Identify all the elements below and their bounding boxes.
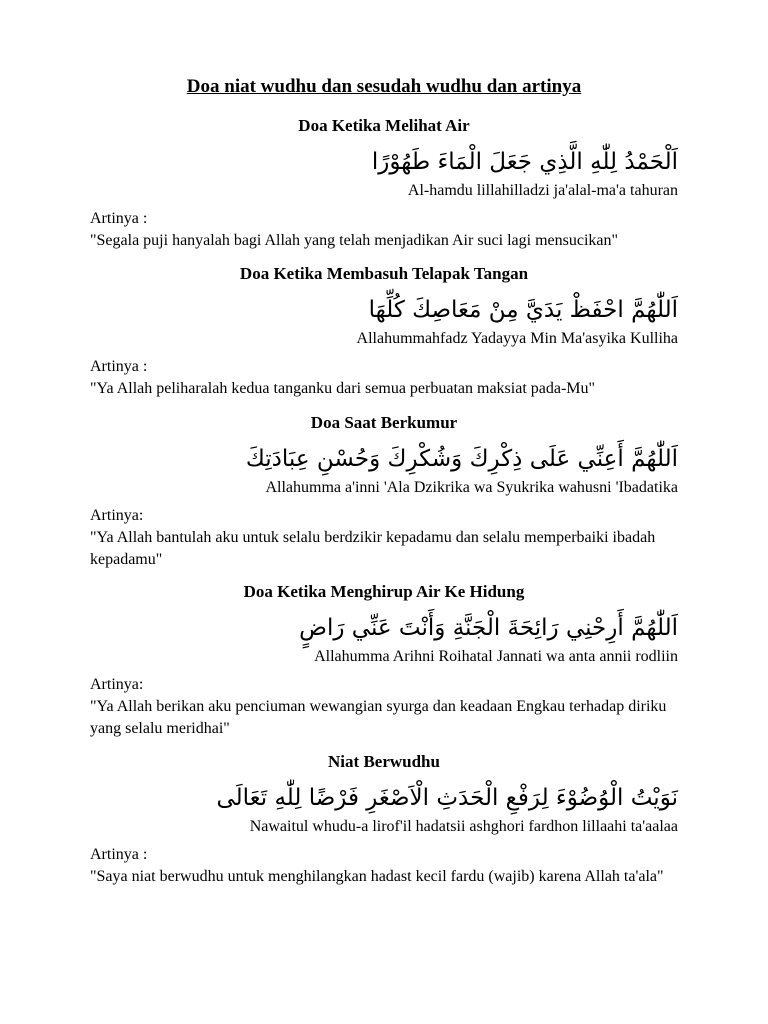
arabic-text: اَللّٰهُمَّ احْفَظْ يَدَيَّ مِنْ مَعَاصِكَ كُلِّهَا (368, 297, 678, 323)
arabic-text: اَلْحَمْدُ لِلّٰهِ الَّذِي جَعَلَ الْمَاءَ طَهُوْرًا (371, 149, 678, 175)
document-title: Doa niat wudhu dan sesudah wudhu dan artinya (186, 76, 582, 97)
section-heading: Doa Ketika Membasuh Telapak Tangan (239, 264, 529, 283)
meaning-text: "Ya Allah berikan aku penciuman wewangian syurga dan keadaan Engkau terhadap diriku yang selalu meridhai" (90, 698, 667, 737)
section-heading: Niat Berwudhu (328, 752, 440, 771)
arabic-text: نَوَيْتُ الْوُضُوْءَ لِرَفْعِ الْحَدَثِ الْاَصْغَرِ فَرْضًا لِلّٰهِ تَعَالَى (216, 785, 678, 811)
meaning-label: Artinya: (90, 676, 144, 693)
transliteration-text: Allahummahfadz Yadayya Min Ma'asyika Kulliha (356, 330, 678, 347)
transliteration-text: Allahumma Arihni Roihatal Jannati wa anta annii rodliin (314, 648, 678, 665)
transliteration-text: Allahumma a'inni 'Ala Dzikrika wa Syukrika wahusni 'Ibadatika (265, 479, 678, 496)
meaning-text: "Segala puji hanyalah bagi Allah yang telah menjadikan Air suci lagi mensucikan" (90, 232, 619, 249)
meaning-label: Artinya : (90, 210, 148, 227)
meaning-label: Artinya : (90, 846, 148, 863)
arabic-text: اَللّٰهُمَّ أَرِحْنِي رَائِحَةَ الْجَنَّةِ وَأَنْتَ عَنِّي رَاضٍ (299, 615, 678, 641)
arabic-text: اَللّٰهُمَّ أَعِنِّي عَلَى ذِكْرِكَ وَشُكْرِكَ وَحُسْنِ عِبَادَتِكَ (245, 446, 678, 472)
section-heading: Doa Ketika Menghirup Air Ke Hidung (243, 582, 525, 601)
section-heading: Doa Saat Berkumur (310, 413, 458, 432)
transliteration-text: Al-hamdu lillahilladzi ja'alal-ma'a tahuran (407, 182, 678, 199)
meaning-label: Artinya : (90, 358, 148, 375)
meaning-text: "Ya Allah bantulah aku untuk selalu berdzikir kepadamu dan selalu memperbaiki ibadah kepadamu" (90, 529, 656, 568)
meaning-text: "Saya niat berwudhu untuk menghilangkan hadast kecil fardu (wajib) karena Allah ta'ala" (90, 868, 664, 885)
section-heading: Doa Ketika Melihat Air (298, 116, 470, 135)
prayer-section (90, 580, 678, 740)
meaning-label: Artinya: (90, 507, 144, 524)
meaning-text: "Ya Allah peliharalah kedua tanganku dari semua perbuatan maksiat pada-Mu" (90, 380, 596, 397)
prayer-section (90, 114, 678, 252)
prayer-section (90, 262, 678, 400)
transliteration-text: Nawaitul whudu-a lirof'il hadatsii ashghori fardhon lillaahi ta'aalaa (249, 818, 678, 835)
prayer-section (90, 411, 678, 571)
prayer-section (90, 750, 678, 888)
